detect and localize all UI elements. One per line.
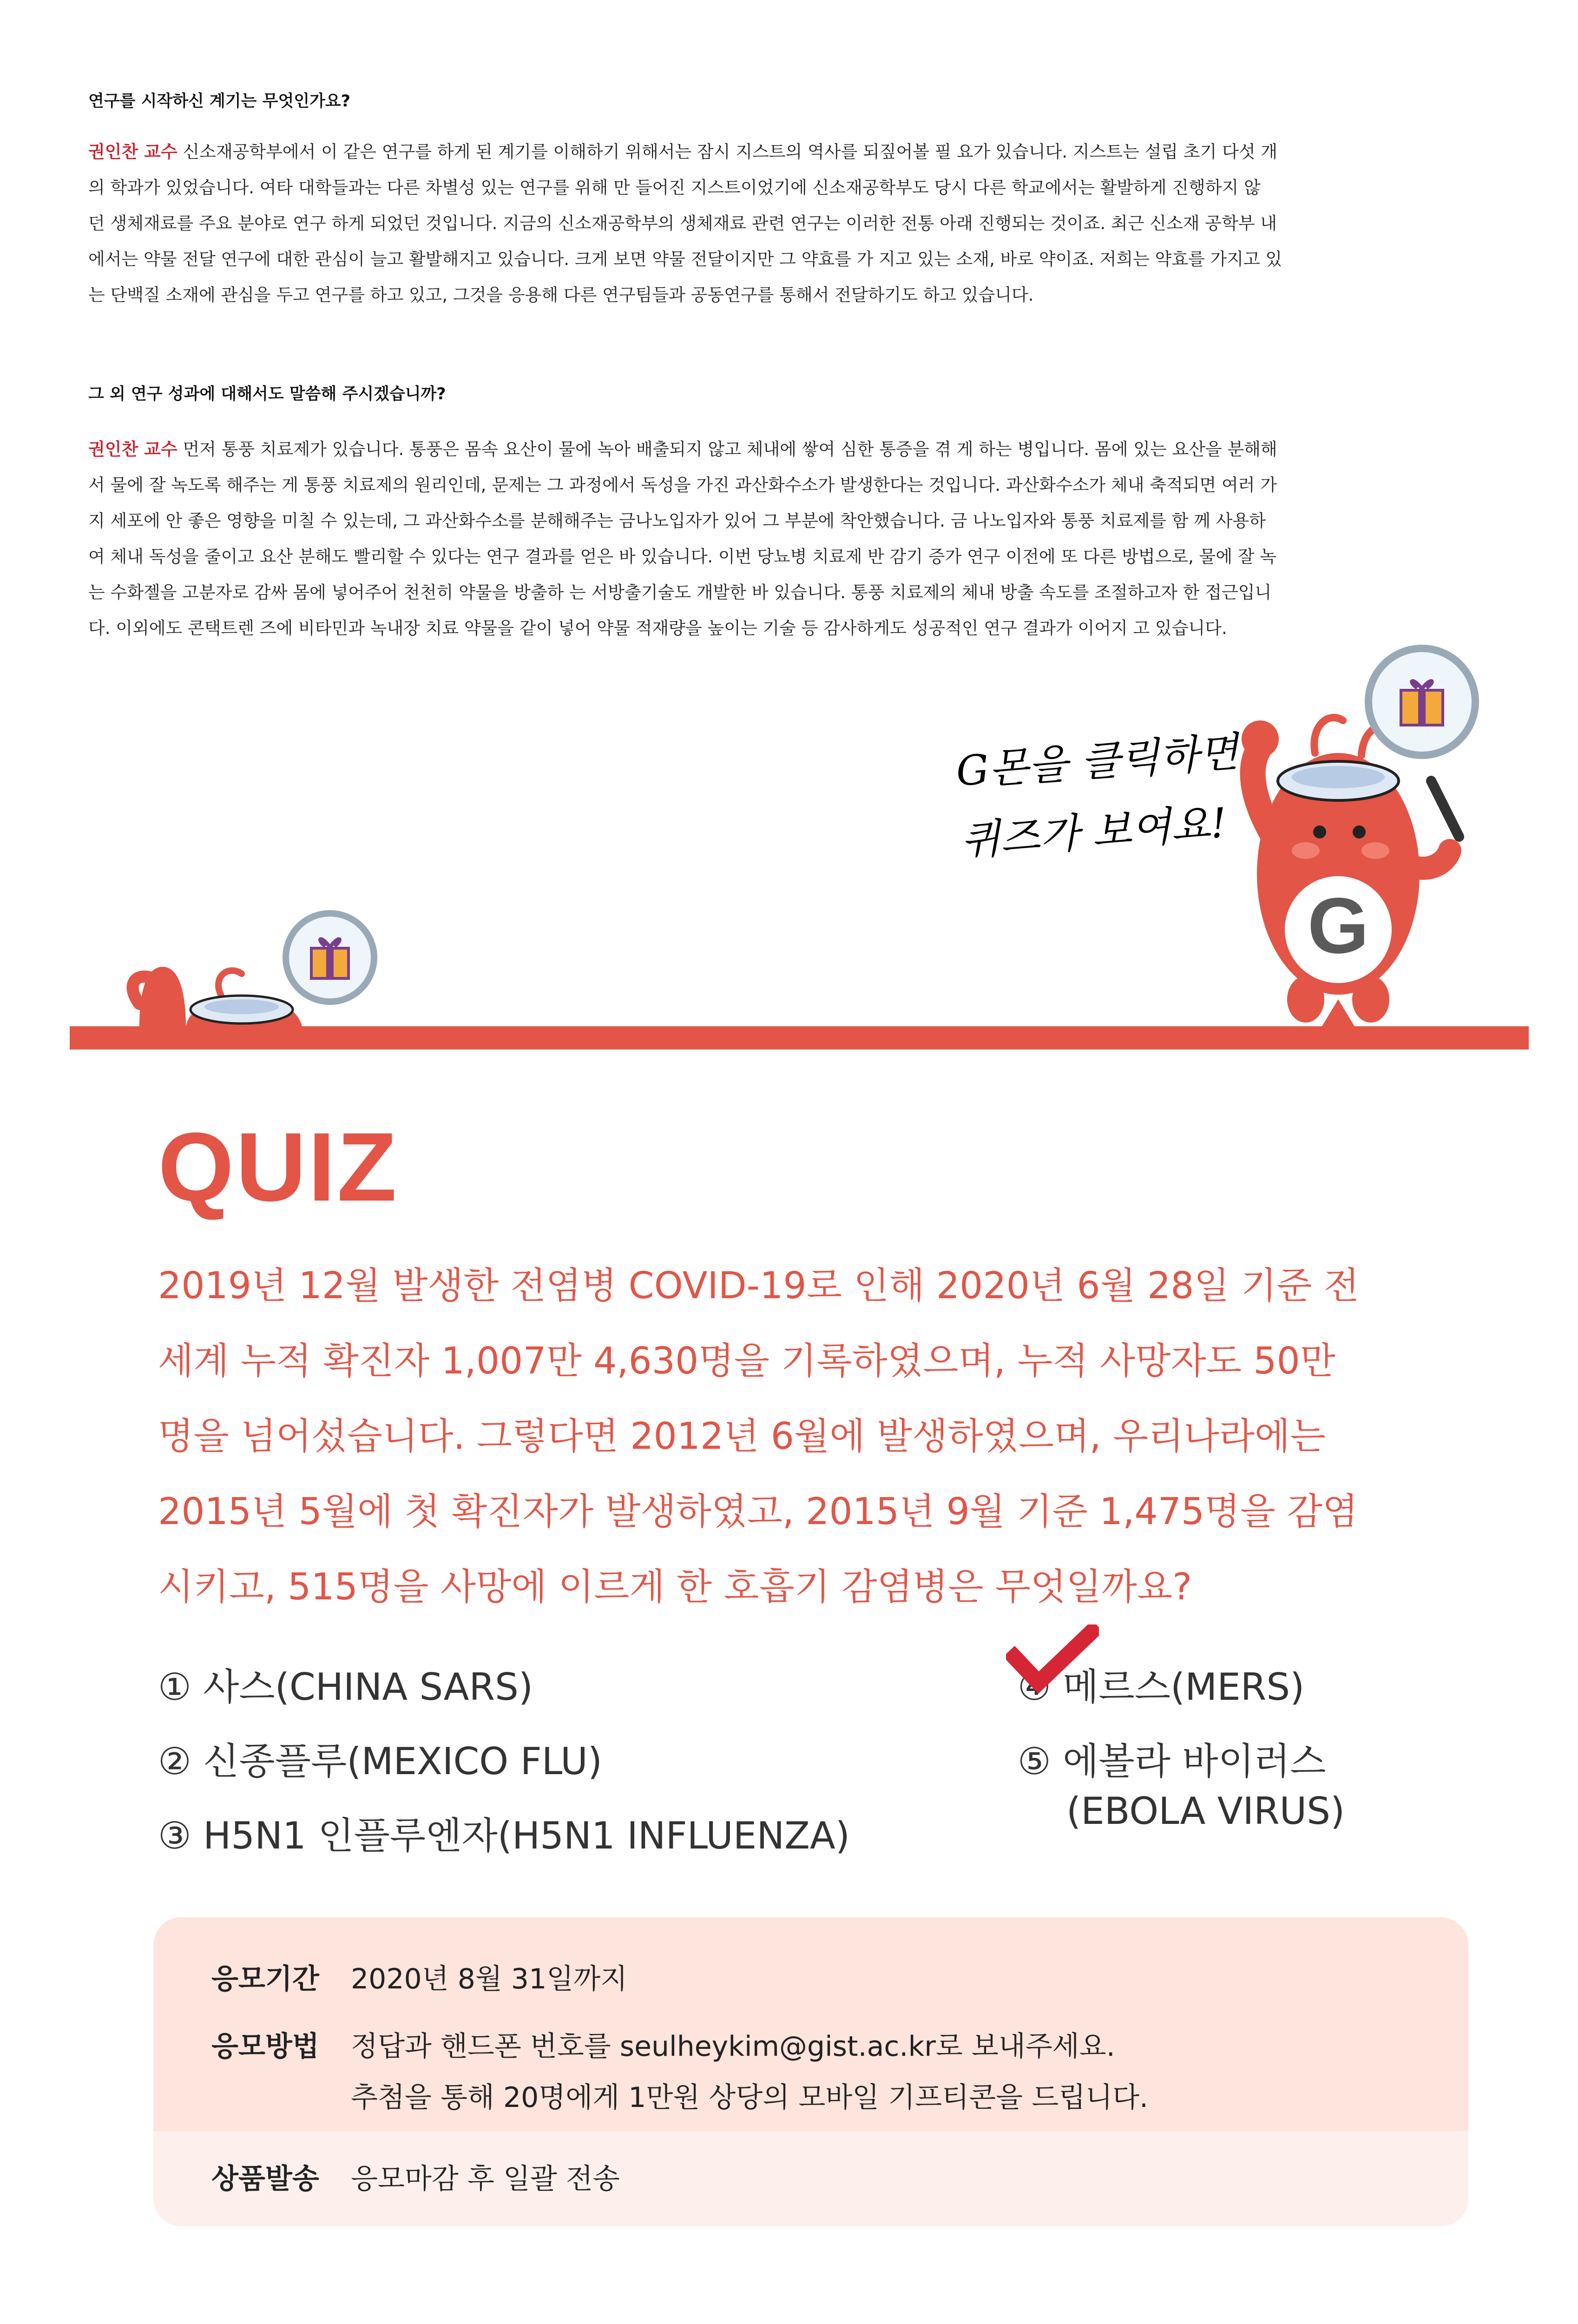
option-4-text: 메르스(MERS): [1063, 1665, 1305, 1709]
mascot-illustration: [0, 632, 1578, 1060]
method-line2: 추첨을 통해 20명에게 1만원 상당의 모바일 기프티콘을 드립니다.: [351, 2081, 1149, 2114]
gift-magnifier-icon[interactable]: [286, 913, 374, 1002]
g-logo: G: [1307, 882, 1369, 970]
interview-answer-1: [88, 134, 1496, 313]
option-4-number: ④: [1018, 1665, 1051, 1709]
quiz-option-3[interactable]: ③ H5N1 인플루엔자(H5N1 INFLUENZA): [158, 1814, 850, 1857]
option-5-line2: (EBOLA VIRUS): [1066, 1789, 1345, 1833]
option-5-line1: ⑤ 에볼라 바이러스: [1018, 1740, 1326, 1783]
answer-line: 의 학과가 있었습니다. 여타 대학들과는 다른 차별성 있는 연구를 위해 만 들어진 지스트이었기에 신소재공학부도 당시 다른 학교에서는 활발하게 진행하지 않: [88, 178, 1261, 198]
answer-line: 다. 이외에도 콘택트렌 즈에 비타민과 녹내장 치료 약물을 같이 넣어 약물 적재량을 높이는 기술 등 감사하게도 성공적인 연구 결과가 이어지 고 있습니다.: [88, 618, 1227, 638]
answer-line: 는 수화젤을 고분자로 감싸 몸에 넣어주어 천천히 약물을 방출하 는 서방출기술도 개발한 바 있습니다. 통풍 치료제의 체내 방출 속도를 조절하고자 한 접근입니: [88, 582, 1272, 602]
small-mascot-icon[interactable]: [133, 967, 302, 1026]
answer-line: 에서는 약물 전달 연구에 대한 관심이 늘고 활발해지고 있습니다. 크게 보면 약물 전달이지만 그 약효를 가 지고 있는 소재, 바로 약이죠. 저희는 약효를 가지고 있: [88, 249, 1282, 269]
delivery-value: 응모마감 후 일괄 전송: [351, 2163, 620, 2195]
answer-line: 여 체내 독성을 줄이고 요산 분해도 빨리할 수 있다는 연구 결과를 얻은 바 있습니다. 이번 당뇨병 치료제 반 감기 증가 연구 이전에 또 다른 방법으로, 물에 잘 녹: [88, 547, 1277, 567]
quiz-title: QUIZ: [158, 1112, 399, 1221]
interview-answer-2: [88, 431, 1496, 646]
quiz-question-line: 2019년 12월 발생한 전염병 COVID-19로 인해 2020년 6월 28일 기준 전: [158, 1264, 1360, 1307]
quiz-option-5[interactable]: [1018, 1731, 1345, 1833]
quiz-option-2[interactable]: ② 신종플루(MEXICO FLU): [158, 1740, 603, 1783]
answer-line: 던 생체재료를 주요 분야로 연구 하게 되었던 것입니다. 지금의 신소재공학부의 생체재료 관련 연구는 이러한 전통 아래 진행되는 것이죠. 최근 신소재 공학부 내: [88, 213, 1277, 233]
g-mascot-icon[interactable]: [1242, 718, 1450, 1023]
entry-info-panel: [153, 1917, 1468, 2226]
quiz-question-line: 명을 넘어섰습니다. 그렇다면 2012년 6월에 발생하였으며, 우리나라에는: [158, 1415, 1326, 1458]
answer-line: 권인찬 교수 먼저 통풍 치료제가 있습니다. 통풍은 몸속 요산이 물에 녹아 배출되지 않고 체내에 쌓여 심한 통증을 겪 게 하는 병입니다. 몸에 있는 요산을 분해해: [88, 439, 1277, 459]
period-label: 응모기간: [211, 1963, 319, 1995]
quiz-question-line: 세계 누적 확진자 1,007만 4,630명을 기록하였으며, 누적 사망자도 50만: [158, 1340, 1336, 1382]
quiz-question-line: 시키고, 515명을 사망에 이르게 한 호흡기 감염병은 무엇일까요?: [158, 1565, 1192, 1608]
quiz-question: [158, 1248, 1440, 1624]
speaker-name: 권인찬 교수: [88, 142, 178, 162]
delivery-label: 상품발송: [211, 2163, 319, 2195]
divider-notch: [1322, 999, 1354, 1026]
mascot-caption-line1: G몬을 클릭하면: [954, 727, 1240, 795]
answer-line: 는 단백질 소재에 관심을 두고 연구를 하고 있고, 그것을 응용해 다른 연구팀들과 공동연구를 통해서 전달하기도 하고 있습니다.: [88, 285, 1034, 305]
mascot-caption-line2: 퀴즈가 보여요!: [959, 799, 1229, 865]
quiz-option-1[interactable]: ① 사스(CHINA SARS): [158, 1665, 533, 1709]
answer-line: 권인찬 교수 신소재공학부에서 이 같은 연구를 하게 된 계기를 이해하기 위해서는 잠시 지스트의 역사를 되짚어볼 필 요가 있습니다. 지스트는 설립 초기 다섯 개: [88, 142, 1278, 162]
answer-check-icon: [1006, 1624, 1099, 1699]
divider-band: [70, 1026, 1529, 1050]
period-value: 2020년 8월 31일까지: [351, 1963, 628, 1995]
quiz-question-line: 2015년 5월에 첫 확진자가 발생하였고, 2015년 9월 기준 1,475명을 감염: [158, 1490, 1358, 1533]
method-label: 응모방법: [211, 2030, 319, 2063]
interview-question-1: 연구를 시작하신 계기는 무엇인가요?: [88, 92, 351, 111]
answer-line: 지 세포에 안 좋은 영향을 미칠 수 있는데, 그 과산화수소를 분해해주는 금나노입자가 있어 그 부분에 착안했습니다. 금 나노입자와 통풍 치료제를 함 께 사용하: [88, 511, 1266, 531]
interview-question-2: 그 외 연구 성과에 대해서도 말씀해 주시겠습니까?: [88, 385, 446, 403]
method-line1: 정답과 핸드폰 번호를 seulheykim@gist.ac.kr로 보내주세요.: [351, 2030, 1115, 2063]
answer-line: 서 물에 잘 녹도록 해주는 게 통풍 치료제의 원리인데, 문제는 그 과정에서 독성을 가진 과산화수소가 발생한다는 것입니다. 과산화수소가 체내 축적되면 여러 가: [88, 475, 1277, 495]
speaker-name: 권인찬 교수: [88, 439, 178, 459]
